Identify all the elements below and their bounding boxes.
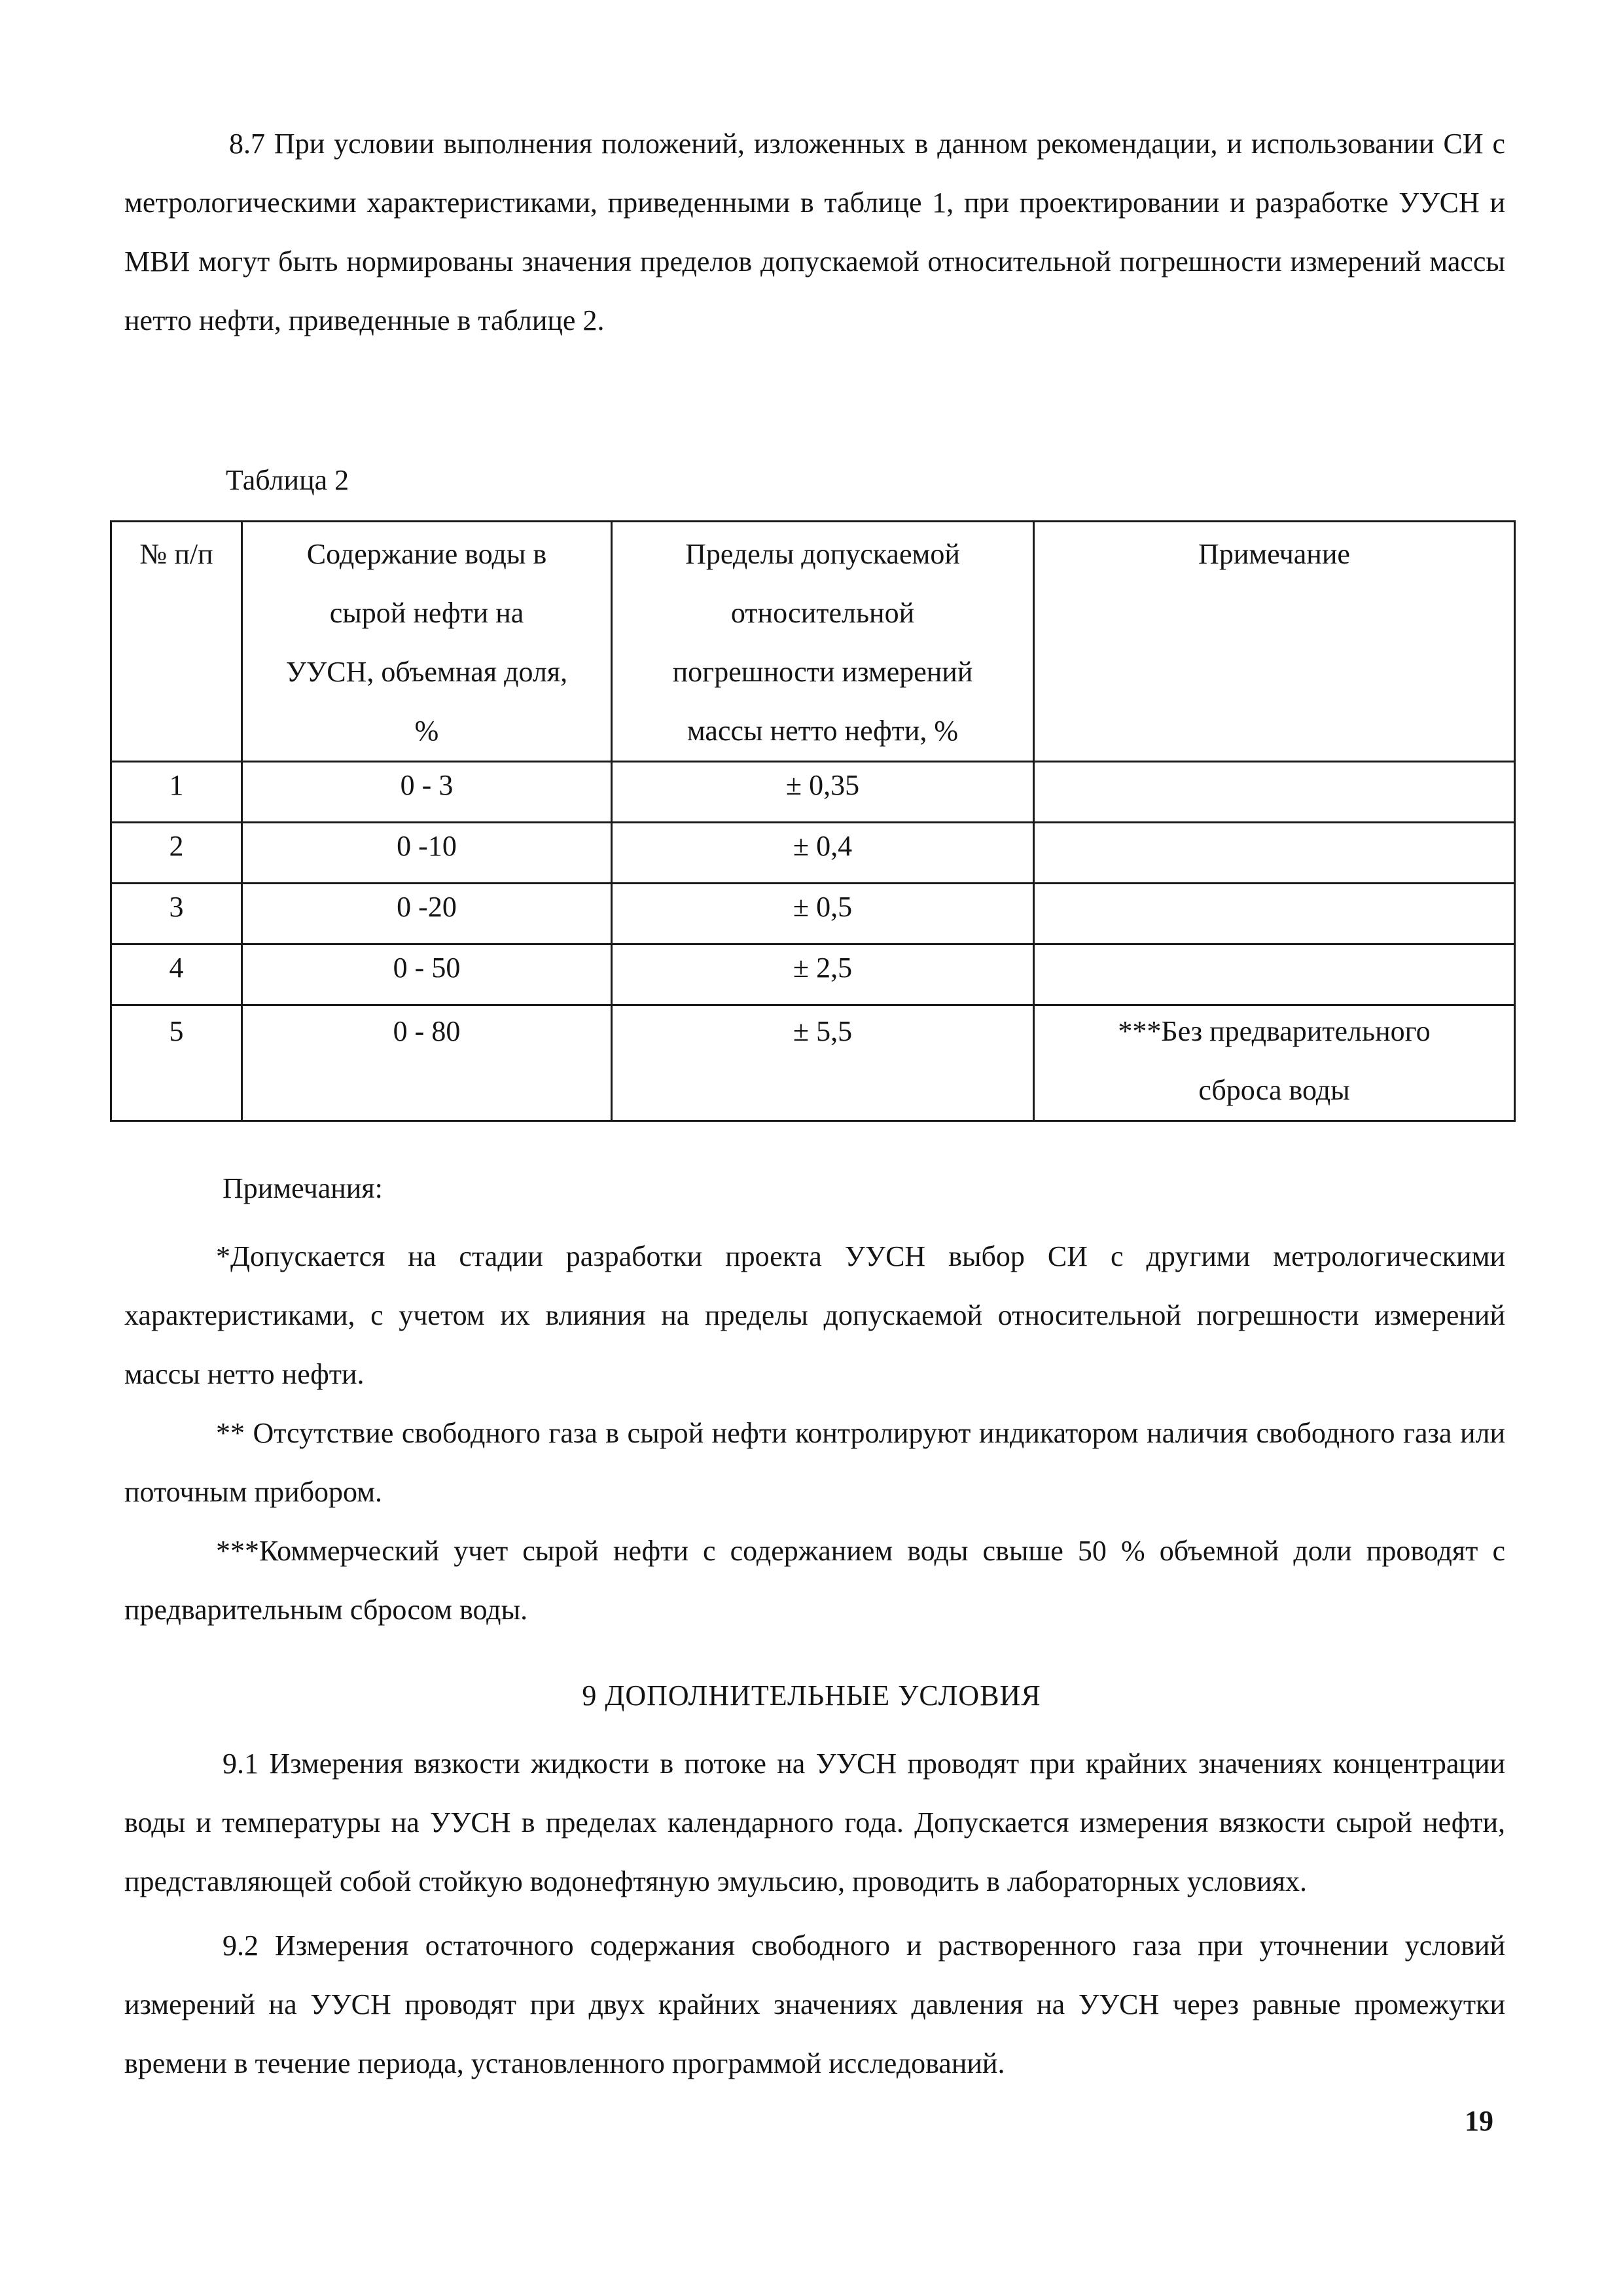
cell-error-limit: ± 0,4 — [612, 823, 1034, 884]
header-water-content: Содержание воды в сырой нефти на УУСН, объемная доля, % — [242, 522, 612, 762]
cell-water-content: 0 -20 — [242, 884, 612, 944]
page-number: 19 — [1465, 2105, 1493, 2137]
cell-note — [1034, 823, 1515, 884]
header-note: Примечание — [1034, 522, 1515, 762]
cell-error-limit: ± 2,5 — [612, 944, 1034, 1005]
table-row — [111, 944, 1515, 1005]
header-error-limit: Пределы допускаемой относительной погрешности измерений массы нетто нефти, % — [612, 522, 1034, 762]
table-header-row — [111, 522, 1515, 762]
paragraph-8-7: 8.7 При условии выполнения положений, изложенных в данном рекомендации, и использовании СИ с метрологическими характеристиками, приведенными в таблице 1, при проектировании и разработке УУСН и МВИ могут быть нормированы значения пределов допускаемой относительной погрешности измерений массы нетто нефти, приведенные в таблице 2. — [124, 128, 1505, 336]
cell-number: 1 — [111, 762, 242, 823]
paragraph-9-2: 9.2 Измерения остаточного содержания свободного и растворенного газа при уточнении условий измерений на УУСН проводят при двух крайних значениях давления на УУСН через равные промежутки времени в течение периода, установленного программой исследований. — [124, 1929, 1505, 2079]
cell-number — [111, 1005, 242, 1121]
table-row — [111, 823, 1515, 884]
cell-note — [1034, 884, 1515, 944]
cell-error-limit-text: ± 5,5 — [793, 1015, 853, 1047]
table-row — [111, 1005, 1515, 1121]
cell-error-limit: ± 0,35 — [612, 762, 1034, 823]
cell-note — [1034, 944, 1515, 1005]
cell-water-content-text: 0 - 80 — [393, 1015, 461, 1047]
notes-list — [124, 1227, 1505, 1640]
cell-water-content: 0 - 50 — [242, 944, 612, 1005]
note-item: ** Отсутствие свободного газа в сырой нефти контролируют индикатором наличия свободного газа или поточным прибором. — [124, 1417, 1505, 1508]
table-caption: Таблица 2 — [226, 464, 349, 496]
table-row — [111, 762, 1515, 823]
section-body — [124, 1734, 1505, 2093]
cell-water-content: 0 -10 — [242, 823, 612, 884]
cell-note — [1034, 1005, 1515, 1121]
cell-error-limit — [612, 1005, 1034, 1121]
paragraph-9-1: 9.1 Измерения вязкости жидкости в потоке на УУСН проводят при крайних значениях концентрации воды и температуры на УУСН в пределах календарного года. Допускается измерения вязкости сырой нефти, представляющей собой стойкую водонефтяную эмульсию, проводить в лабораторных условиях. — [124, 1748, 1505, 1897]
cell-number: 2 — [111, 823, 242, 884]
section-heading: 9 ДОПОЛНИТЕЛЬНЫЕ УСЛОВИЯ — [582, 1679, 1041, 1712]
limits-table — [110, 520, 1516, 1122]
cell-number: 4 — [111, 944, 242, 1005]
cell-water-content: 0 - 3 — [242, 762, 612, 823]
notes-title: Примечания: — [223, 1172, 383, 1204]
cell-water-content — [242, 1005, 612, 1121]
header-number: № п/п — [111, 522, 242, 762]
note-item: *Допускается на стадии разработки проекта УУСН выбор СИ с другими метрологическими характеристиками, с учетом их влияния на пределы допускаемой относительной погрешности измерений массы нетто нефти. — [124, 1240, 1505, 1390]
cell-number: 3 — [111, 884, 242, 944]
cell-error-limit: ± 0,5 — [612, 884, 1034, 944]
cell-note — [1034, 762, 1515, 823]
cell-note-text: ***Без предварительного сброса воды — [1118, 1015, 1431, 1106]
cell-number-text: 5 — [169, 1015, 184, 1047]
table-row — [111, 884, 1515, 944]
note-item: ***Коммерческий учет сырой нефти с содержанием воды свыше 50 % объемной доли проводят с предварительным сбросом воды. — [124, 1535, 1505, 1626]
